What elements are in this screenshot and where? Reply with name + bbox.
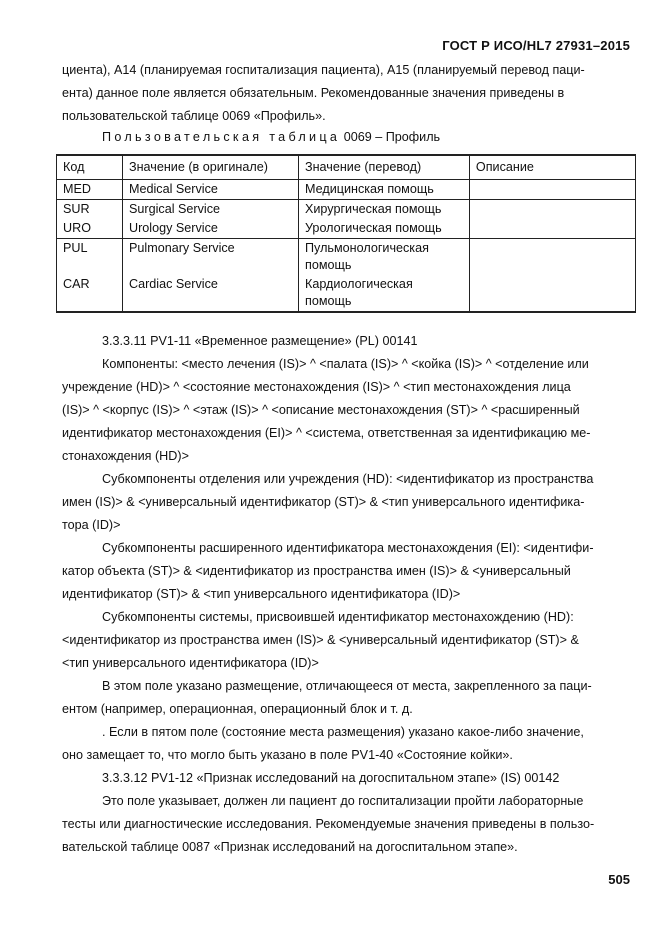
- text-line: (IS)> ^ <корпус (IS)> ^ <этаж (IS)> ^ <описание местонахождения (ST)> ^ <расширенный: [62, 403, 580, 417]
- cell-description: [469, 219, 635, 239]
- intro-paragraph: [62, 59, 630, 128]
- table-row: [57, 219, 636, 239]
- cell-description: [469, 200, 635, 220]
- text-line: ентом (например, операционная, операционный блок и т. д.: [62, 702, 413, 716]
- text-line: . Если в пятом поле (состояние места размещения) указано какое-либо значение,: [102, 725, 584, 739]
- subcomponents-system-paragraph: [62, 606, 630, 675]
- text-line: В этом поле указано размещение, отличающееся от места, закрепленного за паци-: [102, 679, 592, 693]
- section-heading-12: 3.3.3.12 PV1-12 «Признак исследований на догоспитальном этапе» (IS) 00142: [102, 771, 560, 785]
- text-line: ента) данное поле является обязательным. Рекомендованные значения приведены в: [62, 86, 565, 100]
- column-header: Описание: [469, 155, 635, 180]
- profile-table: [56, 154, 636, 313]
- table-row: [57, 180, 636, 200]
- standard-header: ГОСТ Р ИСО/HL7 27931–2015: [442, 38, 630, 53]
- subcomponents-hd-paragraph: [62, 468, 630, 537]
- text-line: имен (IS)> & <универсальный идентификатор (ST)> & <тип универсального идентифика-: [62, 495, 585, 509]
- text-line: <тип универсального идентификатора (ID)>: [62, 656, 319, 670]
- cell-translation: Урологическая помощь: [299, 219, 470, 239]
- table-row: [57, 239, 636, 276]
- cell-description: [469, 239, 635, 276]
- cell-original: Pulmonary Service: [123, 239, 299, 276]
- section-12-body: [62, 790, 630, 859]
- text-line: Компоненты: <место лечения (IS)> ^ <палата (IS)> ^ <койка (IS)> ^ <отделение или: [102, 357, 589, 371]
- table-row: [57, 200, 636, 220]
- components-paragraph: [62, 353, 630, 468]
- text-line: тесты или диагностические исследования. Рекомендуемые значения приведены в пользо-: [62, 817, 595, 831]
- text-line: <идентификатор из пространства имен (IS)> & <универсальный идентификатор (ST)> &: [62, 633, 579, 647]
- cell-code: SUR: [57, 200, 123, 220]
- table-caption-prefix: Пользовательская таблица: [102, 130, 341, 144]
- column-header: Значение (в оригинале): [123, 155, 299, 180]
- cell-description: [469, 275, 635, 312]
- table-row: [57, 275, 636, 312]
- text-line: Субкомпоненты системы, присвоившей идентификатор местонахождению (HD):: [102, 610, 574, 624]
- cell-translation: Медицинская помощь: [299, 180, 470, 200]
- text-line: вательской таблице 0087 «Признак исследований на догоспитальном этапе».: [62, 840, 518, 854]
- page-number: 505: [608, 872, 630, 887]
- cell-original: Medical Service: [123, 180, 299, 200]
- text-line: Это поле указывает, должен ли пациент до госпитализации пройти лабораторные: [102, 794, 584, 808]
- cell-translation: Пульмонологическая помощь: [299, 239, 470, 276]
- cell-original: Cardiac Service: [123, 275, 299, 312]
- text-line: катор объекта (ST)> & <идентификатор из пространства имен (IS)> & <универсальный: [62, 564, 571, 578]
- text-line: оно замещает то, что могло быть указано в поле PV1-40 «Состояние койки».: [62, 748, 513, 762]
- text-line: идентификатор местонахождения (EI)> ^ <система, ответственная за идентификацию ме-: [62, 426, 591, 440]
- cell-translation: Кардиологическая помощь: [299, 275, 470, 312]
- text-line: тора (ID)>: [62, 518, 121, 532]
- column-header: Значение (перевод): [299, 155, 470, 180]
- cell-original: Urology Service: [123, 219, 299, 239]
- section-heading-11: 3.3.3.11 PV1-11 «Временное размещение» (PL) 00141: [102, 334, 418, 348]
- table-caption-rest: 0069 – Профиль: [340, 130, 441, 144]
- cell-translation: Хирургическая помощь: [299, 200, 470, 220]
- subcomponents-ei-paragraph: [62, 537, 630, 606]
- cell-original: Surgical Service: [123, 200, 299, 220]
- text-line: идентификатор (ST)> & <тип универсального идентификатора (ID)>: [62, 587, 461, 601]
- cell-code: MED: [57, 180, 123, 200]
- note-fifth-field-paragraph: [62, 721, 630, 767]
- cell-description: [469, 180, 635, 200]
- text-line: стонахождения (HD)>: [62, 449, 189, 463]
- text-line: Субкомпоненты отделения или учреждения (HD): <идентификатор из пространства: [102, 472, 594, 486]
- cell-code: CAR: [57, 275, 123, 312]
- table-caption: [102, 130, 440, 144]
- text-line: пользовательской таблице 0069 «Профиль».: [62, 109, 326, 123]
- cell-code: URO: [57, 219, 123, 239]
- text-line: циента), А14 (планируемая госпитализация пациента), А15 (планируемый перевод паци-: [62, 63, 585, 77]
- cell-code: PUL: [57, 239, 123, 276]
- table-header-row: [57, 155, 636, 180]
- text-line: Субкомпоненты расширенного идентификатора местонахождения (EI): <идентифи-: [102, 541, 594, 555]
- note-placement-paragraph: [62, 675, 630, 721]
- text-line: учреждение (HD)> ^ <состояние местонахождения (IS)> ^ <тип местонахождения лица: [62, 380, 571, 394]
- column-header: Код: [57, 155, 123, 180]
